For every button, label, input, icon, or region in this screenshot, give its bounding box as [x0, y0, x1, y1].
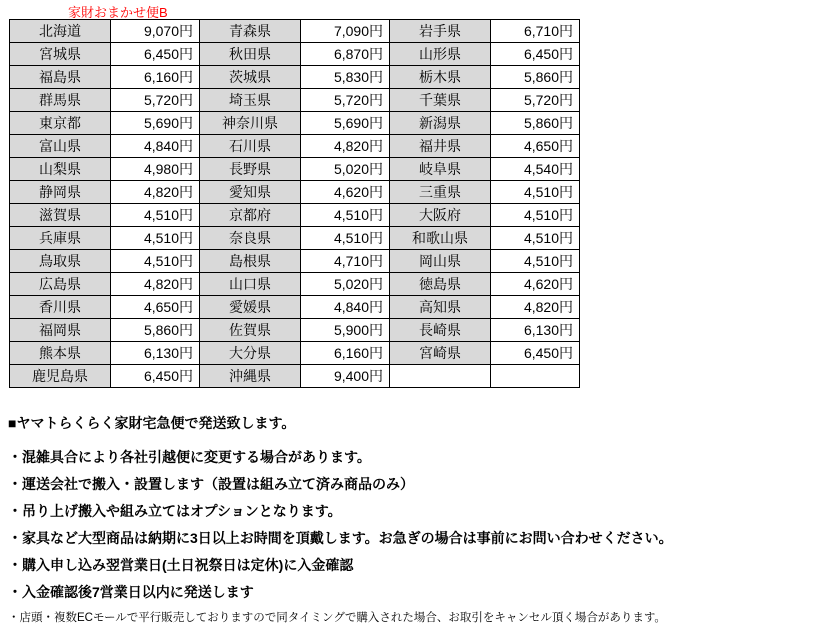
prefecture-cell: 鹿児島県	[10, 365, 111, 388]
prefecture-cell: 千葉県	[390, 89, 491, 112]
prefecture-cell: 山形県	[390, 43, 491, 66]
price-cell: 6,130円	[111, 342, 200, 365]
price-cell: 4,820円	[491, 296, 580, 319]
price-cell: 4,540円	[491, 158, 580, 181]
prefecture-cell: 秋田県	[200, 43, 301, 66]
prefecture-cell: 広島県	[10, 273, 111, 296]
fine-print: ・店頭・複数ECモールで平行販売しておりますので同タイミングで購入された場合、お取引をキャンセル頂く場合があります。	[8, 612, 666, 624]
price-cell: 4,820円	[111, 181, 200, 204]
price-cell: 5,720円	[111, 89, 200, 112]
prefecture-cell: 栃木県	[390, 66, 491, 89]
prefecture-cell: 北海道	[10, 20, 111, 43]
price-cell: 6,450円	[111, 365, 200, 388]
prefecture-cell: 新潟県	[390, 112, 491, 135]
price-cell: 6,130円	[491, 319, 580, 342]
note-line: ・混雑具合により各社引越便に変更する場合があります。	[8, 449, 371, 465]
prefecture-cell: 長野県	[200, 158, 301, 181]
prefecture-cell: 山梨県	[10, 158, 111, 181]
table-row	[10, 250, 580, 273]
prefecture-cell: 神奈川県	[200, 112, 301, 135]
price-cell: 5,720円	[301, 89, 390, 112]
price-cell: 5,020円	[301, 158, 390, 181]
price-cell: 4,840円	[111, 135, 200, 158]
prefecture-cell: 宮崎県	[390, 342, 491, 365]
note-line: ・入金確認後7営業日以内に発送します	[8, 584, 254, 600]
price-cell: 4,820円	[111, 273, 200, 296]
table-body	[10, 20, 580, 388]
price-cell: 5,720円	[491, 89, 580, 112]
table-row	[10, 227, 580, 250]
prefecture-cell: 岡山県	[390, 250, 491, 273]
note-line: ・購入申し込み翌営業日(土日祝祭日は定休)に入金確認	[8, 557, 354, 573]
price-cell: 4,620円	[491, 273, 580, 296]
price-cell: 7,090円	[301, 20, 390, 43]
table-row	[10, 181, 580, 204]
prefecture-cell: 兵庫県	[10, 227, 111, 250]
prefecture-cell: 大分県	[200, 342, 301, 365]
price-cell: 6,450円	[491, 43, 580, 66]
table-row	[10, 66, 580, 89]
prefecture-cell: 岐阜県	[390, 158, 491, 181]
page-title: 家財おまかせ便B	[68, 5, 168, 20]
price-cell: 4,510円	[301, 204, 390, 227]
table-row	[10, 89, 580, 112]
price-cell: 4,620円	[301, 181, 390, 204]
price-cell: 6,710円	[491, 20, 580, 43]
price-cell: 6,450円	[111, 43, 200, 66]
price-cell: 4,510円	[491, 204, 580, 227]
table-row	[10, 204, 580, 227]
table-row	[10, 342, 580, 365]
note-line: ・家具など大型商品は納期に3日以上お時間を頂戴します。お急ぎの場合は事前にお問い合わせください。	[8, 530, 673, 546]
table-row	[10, 365, 580, 388]
price-cell: 4,510円	[491, 227, 580, 250]
table-row	[10, 43, 580, 66]
prefecture-cell: 大阪府	[390, 204, 491, 227]
prefecture-cell: 和歌山県	[390, 227, 491, 250]
price-cell: 4,510円	[111, 204, 200, 227]
prefecture-cell: 群馬県	[10, 89, 111, 112]
prefecture-cell: 福島県	[10, 66, 111, 89]
prefecture-cell: 茨城県	[200, 66, 301, 89]
prefecture-cell: 三重県	[390, 181, 491, 204]
notes-section	[8, 413, 808, 625]
table-row	[10, 112, 580, 135]
prefecture-cell: 福岡県	[10, 319, 111, 342]
price-cell: 6,450円	[491, 342, 580, 365]
price-cell: 4,510円	[491, 181, 580, 204]
shipping-fee-table	[9, 19, 580, 388]
prefecture-cell: 静岡県	[10, 181, 111, 204]
prefecture-cell: 愛知県	[200, 181, 301, 204]
price-cell: 4,510円	[491, 250, 580, 273]
price-cell: 5,860円	[111, 319, 200, 342]
price-cell: 5,690円	[111, 112, 200, 135]
empty-cell	[390, 365, 491, 388]
price-cell: 4,510円	[111, 227, 200, 250]
prefecture-cell: 福井県	[390, 135, 491, 158]
price-cell: 5,020円	[301, 273, 390, 296]
prefecture-cell: 青森県	[200, 20, 301, 43]
table-row	[10, 158, 580, 181]
price-cell: 4,650円	[491, 135, 580, 158]
price-cell: 4,510円	[111, 250, 200, 273]
price-cell: 4,980円	[111, 158, 200, 181]
prefecture-cell: 熊本県	[10, 342, 111, 365]
price-cell: 4,820円	[301, 135, 390, 158]
price-cell: 9,400円	[301, 365, 390, 388]
prefecture-cell: 島根県	[200, 250, 301, 273]
table-row	[10, 20, 580, 43]
prefecture-cell: 京都府	[200, 204, 301, 227]
prefecture-cell: 高知県	[390, 296, 491, 319]
price-cell: 5,830円	[301, 66, 390, 89]
price-cell: 6,160円	[111, 66, 200, 89]
prefecture-cell: 富山県	[10, 135, 111, 158]
prefecture-cell: 沖縄県	[200, 365, 301, 388]
prefecture-cell: 香川県	[10, 296, 111, 319]
price-cell: 4,840円	[301, 296, 390, 319]
price-cell: 5,900円	[301, 319, 390, 342]
price-cell: 5,860円	[491, 112, 580, 135]
prefecture-cell: 佐賀県	[200, 319, 301, 342]
table-row	[10, 296, 580, 319]
prefecture-cell: 奈良県	[200, 227, 301, 250]
prefecture-cell: 埼玉県	[200, 89, 301, 112]
price-cell: 6,870円	[301, 43, 390, 66]
prefecture-cell: 徳島県	[390, 273, 491, 296]
prefecture-cell: 岩手県	[390, 20, 491, 43]
prefecture-cell: 愛媛県	[200, 296, 301, 319]
table-row	[10, 319, 580, 342]
prefecture-cell: 滋賀県	[10, 204, 111, 227]
note-line: ・運送会社で搬入・設置します（設置は組み立て済み商品のみ）	[8, 476, 414, 492]
prefecture-cell: 鳥取県	[10, 250, 111, 273]
prefecture-cell: 長崎県	[390, 319, 491, 342]
price-cell: 5,860円	[491, 66, 580, 89]
note-line: ・吊り上げ搬入や組み立てはオプションとなります。	[8, 503, 342, 519]
empty-cell	[491, 365, 580, 388]
prefecture-cell: 石川県	[200, 135, 301, 158]
price-cell: 4,510円	[301, 227, 390, 250]
price-cell: 4,650円	[111, 296, 200, 319]
table-row	[10, 273, 580, 296]
price-cell: 9,070円	[111, 20, 200, 43]
price-cell: 6,160円	[301, 342, 390, 365]
notes-heading: ■ヤマトらくらく家財宅急便で発送致します。	[8, 415, 296, 431]
table-row	[10, 135, 580, 158]
price-cell: 4,710円	[301, 250, 390, 273]
prefecture-cell: 宮城県	[10, 43, 111, 66]
prefecture-cell: 東京都	[10, 112, 111, 135]
price-cell: 5,690円	[301, 112, 390, 135]
prefecture-cell: 山口県	[200, 273, 301, 296]
